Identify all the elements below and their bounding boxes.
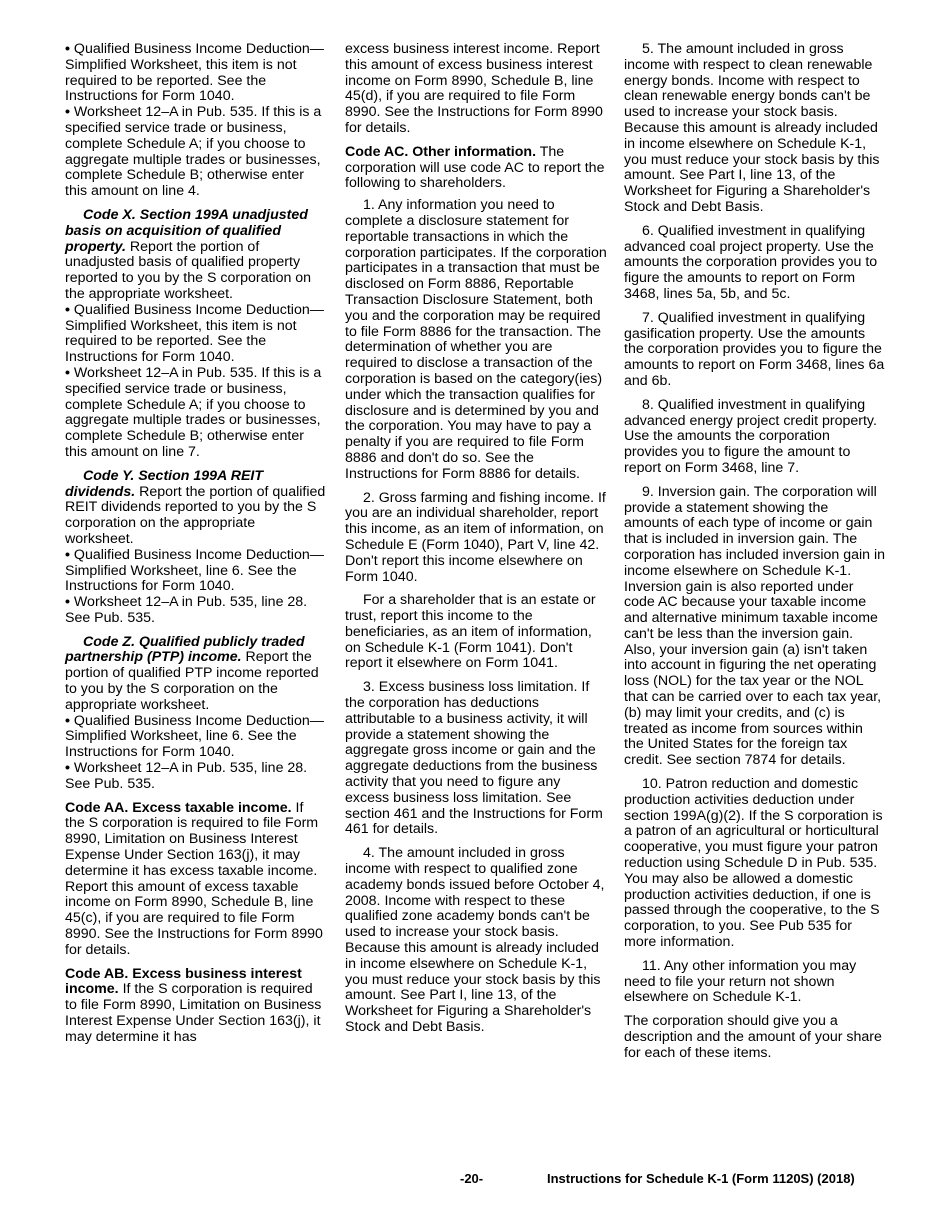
item-1: 1. Any information you need to complete a disclosure statement for reportable transactions in which the corporation participates. If the corporation participates in a transaction that must be disclosed on Form 8886, Reportable Transaction Disclosure Statement, both you and the corporation may be required to file Form 8886 for the transaction. The determination of whether you are required to disclose a transaction of the corporation is based on the category(ies) under which the transaction qualifies for disclosure and is determined by you and the corporation. You may have to pay a penalty if you are required to file Form 8886 and don't do so. See the Instructions for Form 8886 for details. [345, 197, 607, 482]
bullet-item: • Qualified Business Income Deduction—Simplified Worksheet, line 6. See the Instructions for Form 1040. [65, 712, 324, 761]
code-ac-heading: Code AC. Other information. [345, 143, 537, 160]
bullet-item: • Worksheet 12–A in Pub. 535. If this is a specified service trade or business, complete Schedule A; if you choose to aggregate multiple trades or businesses, complete Schedule B; otherwise enter this amount on line 4. [65, 104, 322, 200]
item-9: 9. Inversion gain. The corporation will provide a statement showing the amounts of each type of income or gain that is included in inversion gain. The corporation has included inversion gain in income elsewhere on Schedule K-1. Inversion gain is also reported under code AC because your taxable income and alternative minimum taxable income can't be less than the inversion gain. Also, your inversion gain (a) isn't taken into account in figuring the net operating loss (NOL) for the tax year or the NOL that can be carried over to each tax year, (b) may limit your credits, and (c) is treated as income from sources within the United States for the foreign tax credit. See section 7874 for details. [624, 483, 886, 769]
item-8: 8. Qualified investment in qualifying advanced energy project credit property. Use the amounts the corporation provides you to figure the amount to report on Form 3468, line 7. [624, 396, 877, 476]
item-2-estate: For a shareholder that is an estate or trust, report this income to the beneficiaries, as an item of information, on Schedule K-1 (Form 1041). Don't report it elsewhere on Form 1041. [345, 592, 596, 672]
item-5: 5. The amount included in gross income with respect to clean renewable energy bonds. Income with respect to clean renewable energy bonds can't be used to increase your stock basis. Because this amount is already included in income elsewhere on Schedule K-1, you must reduce your stock basis by this amount. See Part I, line 13, of the Worksheet for Figuring a Shareholder's Stock and Debt Basis. [624, 41, 880, 215]
bullet-item: • Qualified Business Income Deduction—Simplified Worksheet, line 6. See the Instructions for Form 1040. [65, 546, 324, 595]
closing-paragraph: The corporation should give you a description and the amount of your share for each of these items. [624, 1013, 882, 1061]
bullet-item: • Worksheet 12–A in Pub. 535, line 28. See Pub. 535. [65, 594, 308, 626]
code-z-heading: Code Z. Qualified publicly traded partnership (PTP) income. [65, 633, 305, 666]
page-number: -20- [460, 1171, 484, 1186]
code-x-paragraph: Code X. Section 199A unadjusted basis on acquisition of qualified property. Report the portion of unadjusted basis of qualified property reported to you by the S corporation on the appropriate worksheet. [65, 206, 312, 302]
code-y-heading: Code Y. Section 199A REIT dividends. [65, 467, 264, 500]
column-1 [65, 42, 327, 1054]
item-7: 7. Qualified investment in qualifying gasification property. Use the amounts the corporation provides you to figure the amounts to report on Form 3468, lines 6a and 6b. [624, 309, 885, 389]
footer-title: Instructions for Schedule K-1 (Form 1120S) (2018) [547, 1171, 855, 1186]
bullet-item: • Qualified Business Income Deduction—Simplified Worksheet, this item is not required to be reported. See the Instructions for Form 1040. [65, 41, 324, 105]
bullet-item: • Worksheet 12–A in Pub. 535, line 28. See Pub. 535. [65, 760, 308, 792]
item-3: 3. Excess business loss limitation. If the corporation has deductions attributable to a business activity, it will provide a statement showing the aggregate gross income or gain and the aggregate deductions from the business activity that you need to figure any excess business loss limitation. See section 461 and the Instructions for Form 461 for details. [345, 679, 603, 838]
code-aa-paragraph: Code AA. Excess taxable income. If the S corporation is required to file Form 8990, Limitation on Business Interest Expense Under Section 163(j), it may determine it has excess taxable income. Report this amount of excess taxable income on Form 8990, Schedule B, line 45(c), if you are required to file Form 8990. See the Instructions for Form 8990 for details. [65, 799, 323, 958]
column-2 [345, 42, 607, 1044]
bullet-item: • Qualified Business Income Deduction—Simplified Worksheet, this item is not required to be reported. See the Instructions for Form 1040. [65, 301, 324, 366]
item-6: 6. Qualified investment in qualifying advanced coal project property. Use the amounts the corporation provides you to figure the amounts to report on Form 3468, lines 5a, 5b, and 5c. [624, 222, 878, 302]
item-10: 10. Patron reduction and domestic production activities deduction under section 199A(g)(2). If the S corporation is a patron of an agricultural or horticultural cooperative, you must figure your patron reduction using Schedule D in Pub. 535. You may also be allowed a domestic production activities deduction, if one is passed through the cooperative, to the S corporation, to you. See Pub 535 for more information. [624, 776, 883, 951]
code-y-paragraph: Code Y. Section 199A REIT dividends. Report the portion of qualified REIT dividends reported to you by the S corporation on the appropriate worksheet. [65, 467, 326, 547]
bullet-item: • Worksheet 12–A in Pub. 535. If this is a specified service trade or business, complete Schedule A; if you choose to aggregate multiple trades or businesses, complete Schedule B; otherwise enter this amount on line 7. [65, 364, 322, 460]
item-2: 2. Gross farming and fishing income. If you are an individual shareholder, report this income, as an item of information, on Schedule E (Form 1040), Part V, line 42. Don't report this income elsewhere on Form 1040. [345, 489, 606, 585]
code-z-paragraph: Code Z. Qualified publicly traded partnership (PTP) income. Report the portion of qualified PTP income reported to you by the S corporation on the appropriate worksheet. [65, 633, 319, 713]
item-4: 4. The amount included in gross income with respect to qualified zone academy bonds issued before October 4, 2008. Income with respect to these qualified zone academy bonds can't be used to increase your stock basis. Because this amount is already included in income elsewhere on Schedule K-1, you must reduce your stock basis by this amount. See Part I, line 13, of the Worksheet for Figuring a Shareholder's Stock and Debt Basis. [345, 845, 605, 1036]
code-x-heading: Code X. Section 199A unadjusted basis on acquisition of qualified property. [65, 206, 308, 255]
code-ab-continued: excess business interest income. Report this amount of excess business interest income on Form 8990, Schedule B, line 45(d), if you are required to file Form 8990. See the Instructions for Form 8990 for details. [345, 41, 603, 136]
code-ab-paragraph: Code AB. Excess business interest income. If the S corporation is required to file Form 8990, Limitation on Business Interest Expense Under Section 163(j), it may determine it has [65, 965, 322, 1045]
column-3 [624, 42, 886, 1070]
code-ab-heading: Code AB. Excess business interest income. [65, 965, 302, 998]
code-ac-paragraph: Code AC. Other information. The corporation will use code AC to report the following to shareholders. [345, 143, 605, 192]
item-11: 11. Any other information you may need to file your return not shown elsewhere on Schedule K-1. [624, 957, 857, 1006]
code-aa-heading: Code AA. Excess taxable income. [65, 799, 292, 816]
